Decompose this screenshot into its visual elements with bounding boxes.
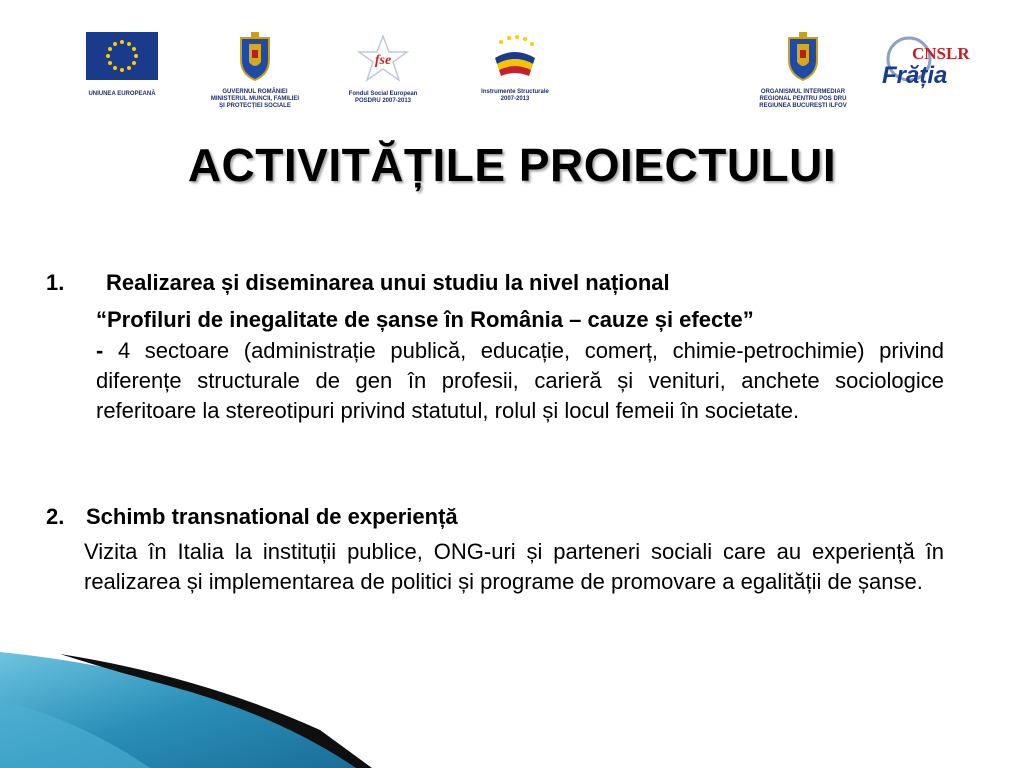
fse-caption: Fondul Social European POSDRU 2007-2013 <box>348 91 418 104</box>
intermediate-body-caption: ORGANISMUL INTERMEDIAR REGIONAL PENTRU POS DRU REGIUNEA BUCUREȘTI ILFOV <box>759 89 847 109</box>
government-logo <box>200 30 310 110</box>
section-2-title: Schimb transnational de experiență <box>86 504 458 529</box>
section-1-title: Realizarea și diseminarea unui studiu la nivel național <box>106 270 670 295</box>
coat-of-arms-icon <box>783 30 823 82</box>
fse-mark: fse <box>374 53 392 68</box>
government-caption: GUVERNUL ROMÂNIEI MINISTERUL MUNCII, FAMILIEI ȘI PROTECȚIEI SOCIALE <box>210 89 300 109</box>
fratia-text: Frăția <box>882 62 948 89</box>
section-1-number: 1. <box>46 270 65 295</box>
cnslr-text: CNSLR <box>912 44 970 63</box>
eu-logo <box>84 32 160 98</box>
section-2-number: 2. <box>46 504 65 529</box>
cnslr-fratia-logo <box>878 34 978 94</box>
coat-of-arms-icon <box>235 30 275 82</box>
section-2-body: Vizita în Italia la instituții publice, ONG-uri și parteneri sociali care au experiență în realizarea și implementarea de politici și programe de promovare a egalității de șanse. <box>84 539 944 594</box>
fse-logo <box>338 34 428 105</box>
section-1-text: 4 sectoare (administrație publică, educație, comerț, chimie-petrochimie) privind diferențe structurale de gen în profesii, carieră și venituri, anchete sociologice referitoare la stereotipuri privind statutul, rolul și locul femeii în societate. <box>96 338 944 423</box>
structural-instruments-caption: Instrumente Structurale 2007-2013 <box>481 89 549 102</box>
intermediate-body-logo <box>748 30 858 110</box>
section-1-dash: - <box>96 338 104 363</box>
section-1-subtitle: “Profiluri de inegalitate de șanse în România – cauze și efecte” <box>96 307 754 332</box>
section-1-body <box>96 336 944 426</box>
eu-flag-icon <box>86 32 158 80</box>
section-1-heading <box>46 270 946 296</box>
fse-star-icon <box>357 34 409 82</box>
eu-caption: UNIUNEA EUROPEANĂ <box>88 91 156 97</box>
structural-instruments-logo <box>470 32 560 103</box>
page-title: ACTIVITĂȚILE PROIECTULUI <box>187 139 837 191</box>
structural-instruments-icon <box>487 32 543 82</box>
section-2-heading <box>46 504 946 530</box>
